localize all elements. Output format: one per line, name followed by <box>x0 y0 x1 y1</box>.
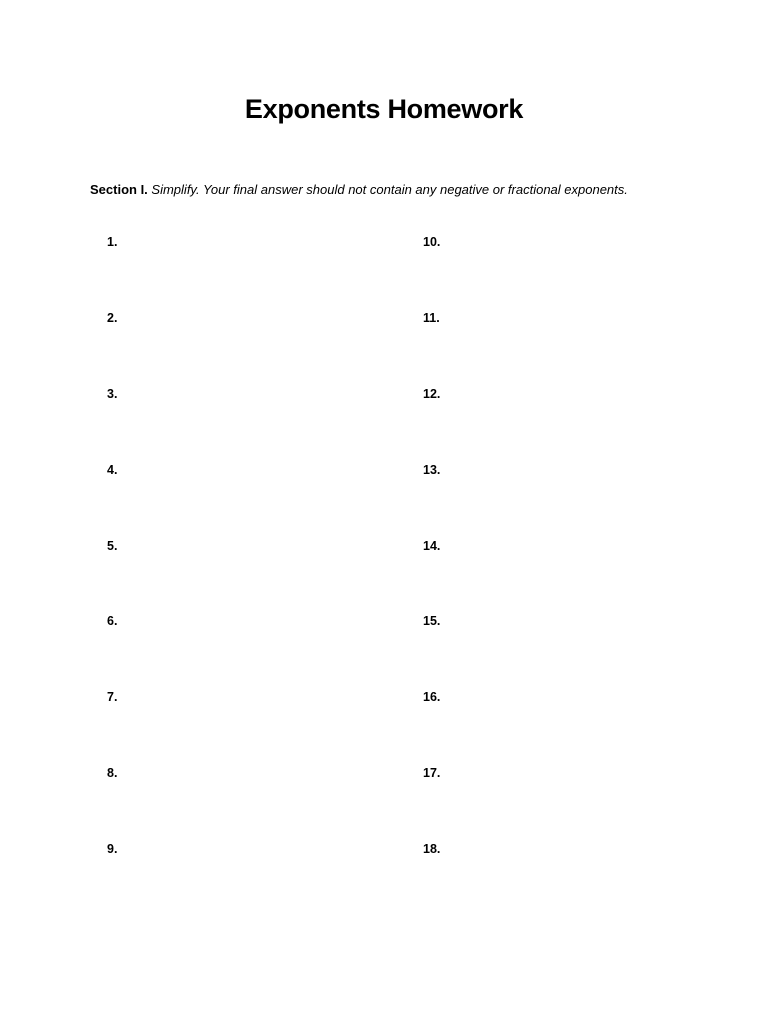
problem-number: 18. <box>423 842 441 856</box>
problem-number: 1. <box>107 235 118 249</box>
problem-number: 5. <box>107 539 118 553</box>
problem-number: 2. <box>107 311 118 325</box>
problem-number: 8. <box>107 766 118 780</box>
section-label: Section I. <box>90 182 148 197</box>
problem-number: 3. <box>107 387 118 401</box>
problem-number: 15. <box>423 614 441 628</box>
problem-number: 4. <box>107 463 118 477</box>
problem-number: 17. <box>423 766 441 780</box>
problem-number: 13. <box>423 463 441 477</box>
problem-number: 14. <box>423 539 441 553</box>
problem-number: 6. <box>107 614 118 628</box>
page-title: Exponents Homework <box>244 94 524 124</box>
problem-number: 12. <box>423 387 441 401</box>
problem-number: 9. <box>107 842 118 856</box>
problem-number: 10. <box>423 235 441 249</box>
section-instructions <box>90 182 730 197</box>
problem-number: 11. <box>423 311 440 325</box>
problem-number: 7. <box>107 690 118 704</box>
section-instruction-text: Simplify. Your final answer should not contain any negative or fractional exponents. <box>151 182 628 197</box>
problem-number: 16. <box>423 690 441 704</box>
